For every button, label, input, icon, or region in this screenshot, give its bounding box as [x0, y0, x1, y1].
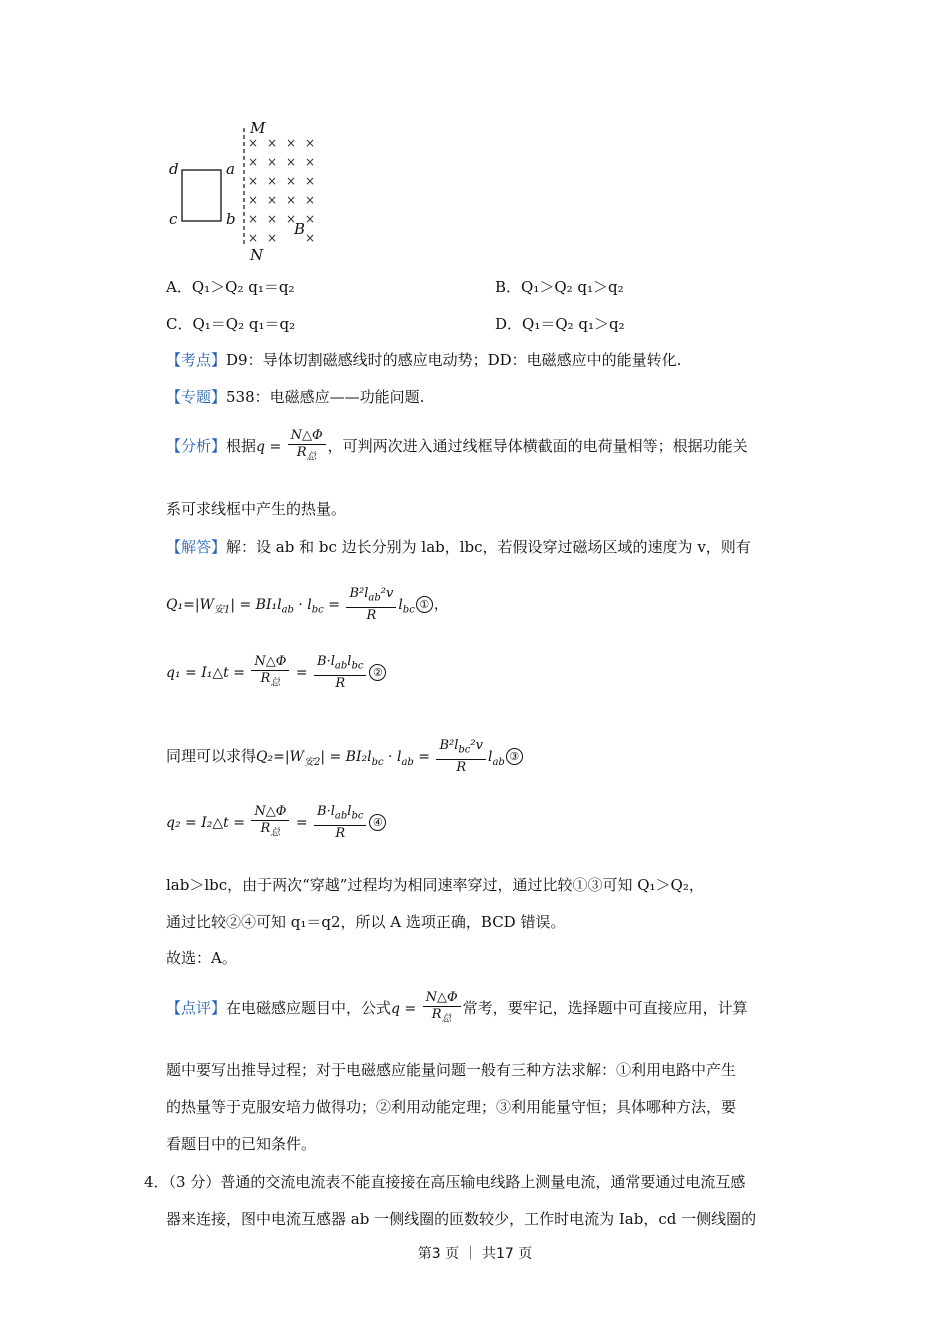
label-b: b	[226, 210, 236, 228]
field-cross: ×	[286, 212, 297, 226]
equation-3: 同理可以求得$Q_2=|W_{安2}| = BI_2l_{bc} \cdot l_{ab}$ = $\frac{B^2l_{bc}^2v}{R}$ $l_{ab}$ ③	[166, 738, 524, 776]
question4-line1: 4．（3 分）普通的交流电流表不能直接接在高压输电线路上测量电流，通常要通过电流互感	[144, 1173, 746, 1191]
fenxi-formula: q = $\frac{N\triangle\Phi}{R_总}$	[256, 439, 328, 455]
zhuanti-text: 538：电磁感应——功能问题.	[226, 388, 425, 406]
field-cross: ×	[248, 231, 259, 245]
dianping-line: 【点评】在电磁感应题目中，公式q = $\frac{N\triangle\Phi}{R_总}$ 常考，要牢记，选择题中可直接应用，计算	[166, 990, 748, 1025]
field-cross: ×	[248, 155, 259, 169]
label-a: a	[226, 160, 235, 178]
field-cross: ×	[248, 174, 259, 188]
dianping-line3: 的热量等于克服安培力做得功；②利用动能定理；③利用能量守恒；具体哪种方法，要	[166, 1098, 737, 1116]
kaodian-text: D9：导体切割磁感线时的感应电动势；DD：电磁感应中的能量转化.	[226, 351, 682, 369]
field-cross: ×	[267, 231, 278, 245]
fenxi-frac-den-sub: 总	[306, 451, 317, 463]
field-cross: ×	[286, 136, 297, 150]
fenxi-line2: 系可求线框中产生的热量。	[166, 500, 347, 518]
conclusion-line3: 故选：A。	[166, 949, 237, 967]
field-cross: ×	[286, 174, 297, 188]
fenxi-line	[166, 428, 748, 466]
field-cross: ×	[305, 155, 316, 169]
equation-1: $Q_1=|W_{安1}| = BI_1l_{ab} \cdot l_{bc}$ = $\frac{B^2l_{ab}^2v}{R}$ $l_{bc}$ ① ，	[166, 586, 448, 623]
kaodian-tag: 【考点】	[166, 351, 227, 369]
field-cross: ×	[248, 136, 259, 150]
dianping-tag: 【点评】	[166, 998, 227, 1017]
equation-2: q₁ = I₁△t = $\frac{N\triangle\Phi}{R_总}$ = $\frac{B\cdot l_{ab}l_{bc}}{R}$ ②	[166, 654, 387, 692]
option-c: C．Q₁＝Q₂ q₁＝q₂	[166, 315, 296, 333]
jieda-line	[166, 536, 751, 557]
fenxi-tag: 【分析】	[166, 436, 227, 455]
label-c: c	[169, 210, 178, 228]
question4-line2: 器来连接，图中电流互感器 ab 一侧线圈的匝数较少，工作时电流为 Iab，cd 一侧线圈的	[166, 1210, 757, 1228]
label-B: B	[294, 220, 306, 238]
circle-4: ④	[369, 814, 386, 831]
page-footer: 第3 页 ｜ 共17 页	[417, 1246, 533, 1262]
fenxi-post: ，可判两次进入通过线框导体横截面的电荷量相等；根据功能关	[327, 436, 748, 455]
magnetic-field-figure	[160, 118, 330, 266]
option-a: A．Q₁＞Q₂ q₁＝q₂	[166, 278, 295, 296]
dianping-formula: q = $\frac{N\triangle\Phi}{R_总}$	[391, 1001, 463, 1017]
field-cross: ×	[305, 212, 316, 226]
field-cross: ×	[267, 155, 278, 169]
field-cross: ×	[305, 193, 316, 207]
equation-4: q₂ = I₂△t = $\frac{N\triangle\Phi}{R_总}$ = $\frac{B\cdot l_{ab}l_{bc}}{R}$ ④	[166, 804, 387, 842]
field-cross: ×	[267, 212, 278, 226]
fenxi-pre: 根据	[226, 436, 257, 455]
dianping-line2: 题中要写出推导过程；对于电磁感应能量问题一般有三种方法求解：①利用电路中产生	[166, 1061, 737, 1079]
fenxi-frac-num: N△Φ	[288, 428, 326, 445]
kaodian-line	[166, 349, 681, 370]
zhuanti-line	[166, 386, 424, 407]
conclusion-line1: lab＞lbc，由于两次“穿越”过程均为相同速率穿过，通过比较①③可知 Q₁＞Q₂，	[166, 876, 704, 894]
label-N: N	[250, 246, 264, 264]
field-cross: ×	[305, 136, 316, 150]
dianping-line4: 看题目中的已知条件。	[166, 1135, 317, 1153]
jieda-tag: 【解答】	[166, 538, 227, 556]
wire-frame	[182, 170, 221, 221]
field-cross: ×	[267, 174, 278, 188]
conclusion-line2: 通过比较②④可知 q₁＝q2，所以 A 选项正确，BCD 错误。	[166, 913, 566, 931]
field-cross: ×	[286, 193, 297, 207]
field-cross: ×	[267, 193, 278, 207]
label-M: M	[250, 119, 266, 137]
option-b: B．Q₁＞Q₂ q₁＞q₂	[495, 278, 624, 296]
zhuanti-tag: 【专题】	[166, 388, 227, 406]
field-cross: ×	[286, 155, 297, 169]
option-d: D．Q₁＝Q₂ q₁＞q₂	[495, 315, 625, 333]
field-cross: ×	[305, 174, 316, 188]
circle-2: ②	[369, 664, 386, 681]
field-cross: ×	[248, 193, 259, 207]
field-cross: ×	[248, 212, 259, 226]
field-cross: ×	[267, 136, 278, 150]
jieda-text: 解：设 ab 和 bc 边长分别为 lab，lbc，若假设穿过磁场区域的速度为 v，则有	[226, 538, 751, 556]
circle-3: ③	[506, 748, 523, 765]
field-cross: ×	[305, 231, 316, 245]
label-d: d	[169, 160, 179, 178]
circle-1: ①	[416, 596, 433, 613]
